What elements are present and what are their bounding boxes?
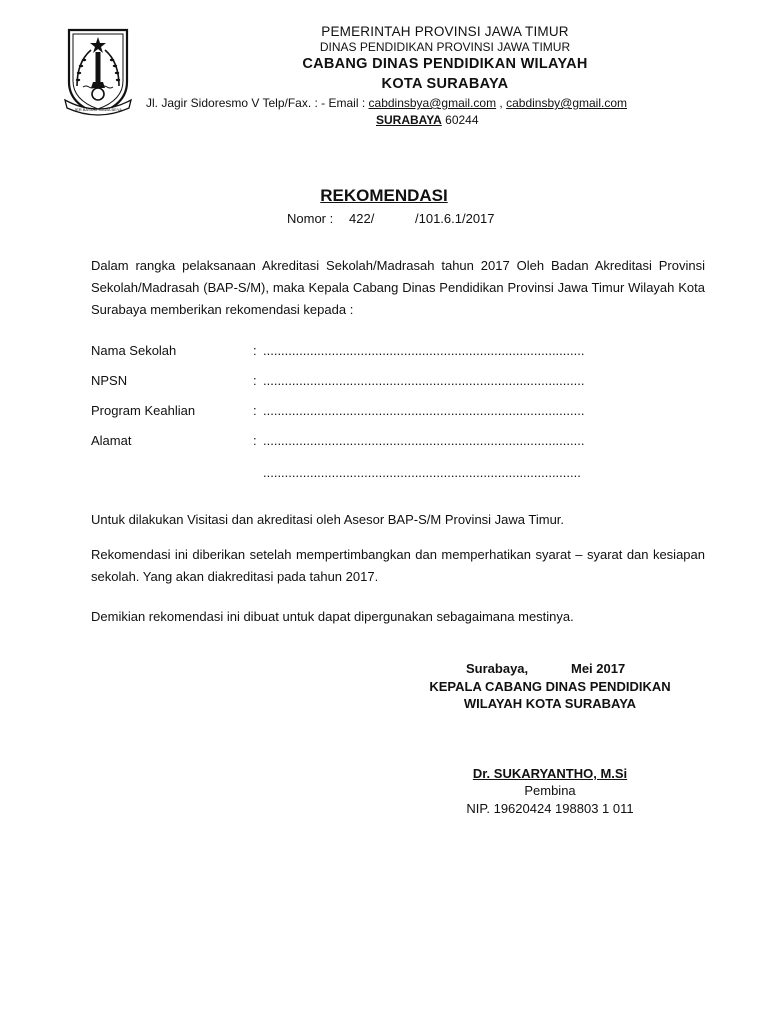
signatory-position-line1: KEPALA CABANG DINAS PENDIDIKAN (429, 679, 671, 694)
visitation-paragraph: Untuk dilakukan Visitasi dan akreditasi oleh Asesor BAP-S/M Provinsi Jawa Timur. (91, 512, 565, 527)
postal-city: SURABAYA (376, 113, 442, 127)
signatory-position-line2: WILAYAH KOTA SURABAYA (463, 696, 637, 711)
intro-paragraph: Dalam rangka pelaksanaan Akreditasi Sekolah/Madrasah tahun 2017 Oleh Badan Akreditasi Provinsi Sekolah/Madrasah (BAP-S/M), maka Kepala Cabang Dinas Pendidikan Provinsi Jawa Timur Wilayah Kota Surabaya memberikan rekomendasi kepada : (91, 258, 705, 317)
field-label: Program Keahlian (91, 403, 196, 418)
field-label: Nama Sekolah (91, 343, 177, 358)
signatory-nip: NIP. 19620424 198803 1 011 (466, 801, 634, 816)
email-separator: , (496, 96, 507, 110)
svg-text:JER BASUKI MAWA BEYA: JER BASUKI MAWA BEYA (74, 107, 122, 112)
email-link-2[interactable]: cabdinsby@gmail.com (506, 96, 628, 110)
letterhead-city: KOTA SURABAYA (381, 76, 509, 92)
email-link-1[interactable]: cabdinsbya@gmail.com (368, 96, 497, 110)
letterhead-department: DINAS PENDIDIKAN PROVINSI JAWA TIMUR (319, 40, 571, 54)
number-prefix: 422/ (349, 211, 375, 226)
jawa-timur-coat-of-arms-icon (63, 24, 133, 118)
field-colon: : (253, 373, 257, 388)
document-title: REKOMENDASI (320, 186, 448, 205)
letterhead-government: PEMERINTAH PROVINSI JAWA TIMUR (321, 24, 569, 39)
letterhead-branch: CABANG DINAS PENDIDIKAN WILAYAH (302, 56, 588, 72)
signature-place: Surabaya, (466, 661, 529, 676)
consideration-paragraph: Rekomendasi ini diberikan setelah mempertimbangkan dan memperhatikan syarat – syarat dan kesiapan sekolah. Yang akan diakreditasi pada tahun 2017. (91, 547, 705, 584)
field-blank: ......................................................................................... (263, 433, 585, 448)
postal-code: 60244 (441, 113, 479, 127)
field-colon: : (253, 343, 257, 358)
address-text: Jl. Jagir Sidoresmo V Telp/Fax. : - Email : (146, 96, 369, 110)
field-alamat-continuation: ........................................................................................ (263, 465, 581, 480)
closing-paragraph: Demikian rekomendasi ini dibuat untuk dapat dipergunakan sebagaimana mestinya. (91, 609, 574, 624)
number-label: Nomor : (287, 211, 334, 226)
field-label: Alamat (91, 433, 132, 448)
signatory-name (380, 766, 720, 781)
field-label: NPSN (91, 373, 128, 388)
field-blank: ......................................................................................... (263, 373, 585, 388)
signatory-rank: Pembina (524, 783, 576, 798)
signatory-name-text: Dr. SUKARYANTHO, M.Si (472, 766, 628, 781)
field-blank: ......................................................................................... (263, 343, 585, 358)
field-colon: : (253, 433, 257, 448)
letterhead-postal (376, 113, 479, 127)
field-blank: ......................................................................................... (263, 403, 585, 418)
signature-date: Mei 2017 (571, 661, 626, 676)
number-suffix: /101.6.1/2017 (415, 211, 495, 226)
letterhead-address (146, 96, 627, 110)
document-number (287, 211, 495, 226)
field-colon: : (253, 403, 257, 418)
